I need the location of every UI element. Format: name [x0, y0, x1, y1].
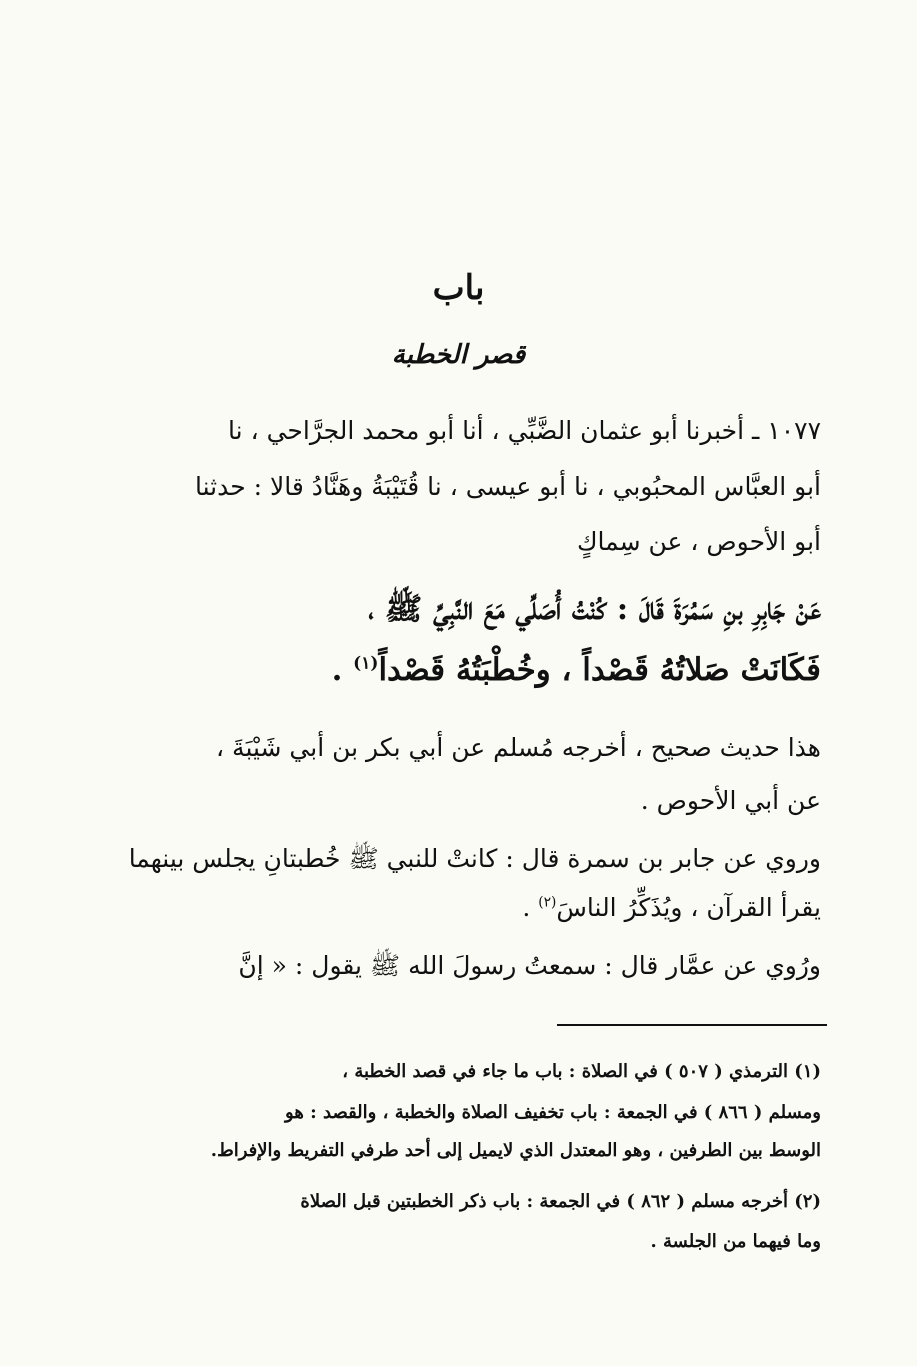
grading-line-2: عن أبي الأحوص . — [640, 786, 821, 815]
isnad-line-2: أبو العبَّاس المحبُوبي ، نا أبو عيسى ، نا قُتَيْبَةُ وهَنَّادُ قالا : حدثنا — [194, 472, 821, 501]
footnote-2-line-1: (٢) أخرجه مسلم ( ٨٦٢ ) في الجمعة : باب ذكر الخطبتين قبل الصلاة — [300, 1191, 821, 1212]
grading-line-1: هذا حديث صحيح ، أخرجه مُسلم عن أبي بكر بن أبي شَيْبَةَ ، — [216, 733, 821, 762]
footnote-2-line-2: وما فيهما من الجلسة . — [650, 1231, 821, 1252]
footnote-1-line-1: (١) الترمذي ( ٥٠٧ ) في الصلاة : باب ما جاء في قصد الخطبة ، — [342, 1061, 821, 1082]
riwaya2-line: ورُوي عن عمَّار قال : سمعتُ رسولَ الله ﷺ يقول : « إنَّ — [238, 951, 821, 980]
footnote-ref-1: (١) — [353, 653, 379, 674]
footnote-ref-2: (٢) — [538, 894, 557, 911]
matn-line-2 — [332, 652, 821, 688]
footnote-1-line-2: ومسلم ( ٨٦٦ ) في الجمعة : باب تخفيف الصلاة والخطبة ، والقصد : هو — [285, 1102, 821, 1123]
riwaya1-line-1: وروي عن جابر بن سمرة قال : كانتْ للنبي ﷺ خُطبتانِ يجلس بينهما — [128, 844, 821, 873]
isnad-line-1: ١٠٧٧ ـ أخبرنا أبو عثمان الضَّبِّي ، أنا أبو محمد الجرَّاحي ، نا — [228, 416, 821, 445]
footnote-divider — [557, 1024, 827, 1026]
matn-line-2-end: . — [331, 652, 354, 688]
chapter-subheading: قصر الخطبة — [391, 340, 526, 370]
riwaya1-line-2-text: يقرأ القرآن ، ويُذَكِّرُ الناسَ — [556, 893, 821, 922]
footnote-1-line-3: الوسط بين الطرفين ، وهو المعتدل الذي لايميل إلى أحد طرفي التفريط والإفراط. — [210, 1140, 821, 1161]
matn-line-1: عَنْ جَابِرِ بنِ سَمُرَةَ قَالَ : كُنْتُ أُصَلِّي مَعَ النَّبِيِّ ﷺ ، — [368, 591, 821, 627]
riwaya1-line-2-end: . — [522, 893, 539, 922]
riwaya1-line-2 — [522, 893, 821, 922]
matn-line-2-text: فَكَانَتْ صَلاتُهُ قَصْداً ، وخُطْبَتُهُ قَصْداً — [378, 652, 821, 688]
isnad-line-3: أبو الأحوص ، عن سِماكٍ — [576, 527, 821, 556]
chapter-heading: باب — [432, 268, 485, 308]
